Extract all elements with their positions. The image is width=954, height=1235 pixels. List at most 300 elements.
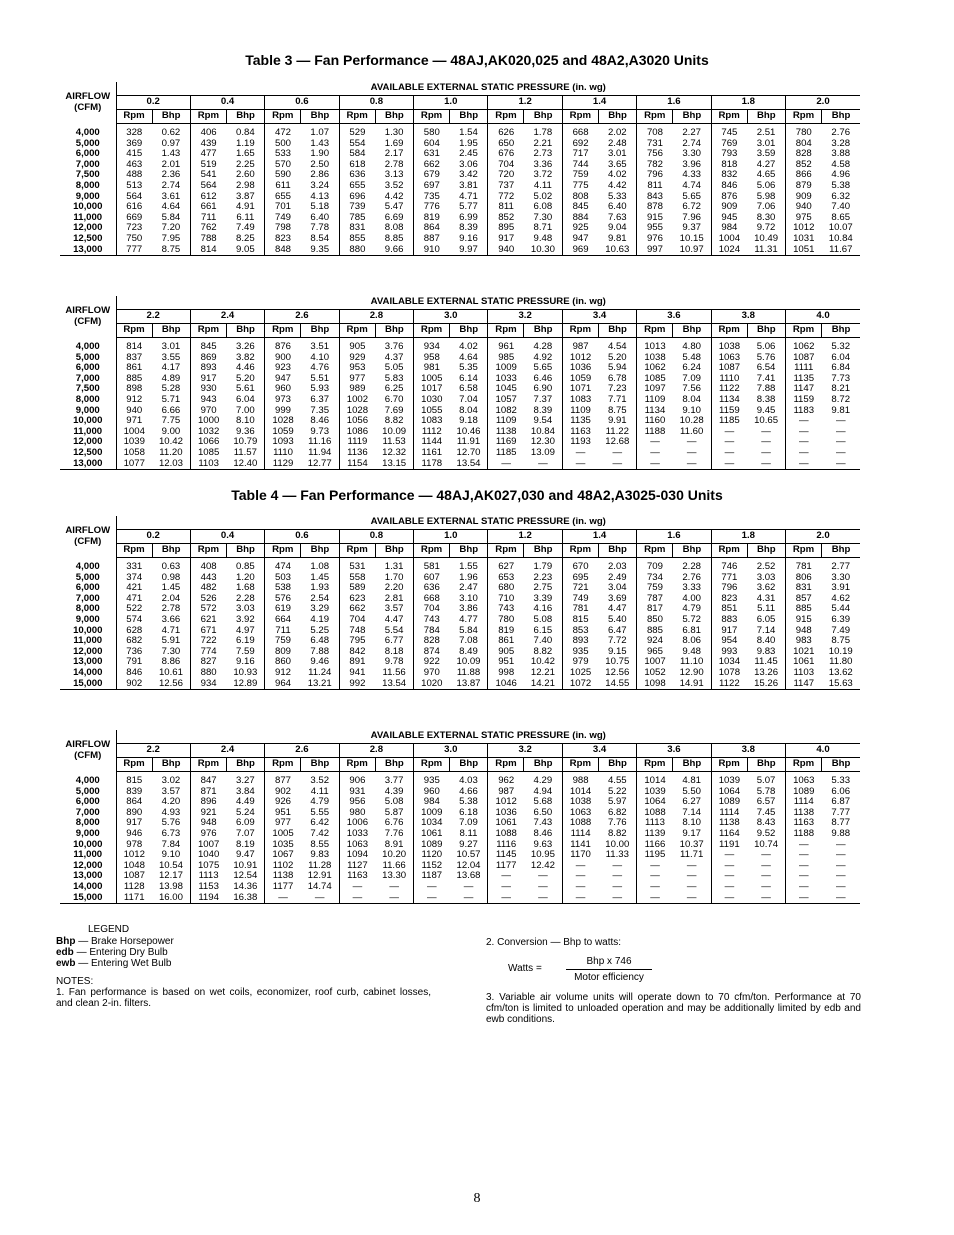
pressure-column-header: 2.2	[116, 744, 190, 758]
bhp-cell: 4.47	[607, 603, 627, 615]
bhp-cell: 6.50	[533, 806, 553, 818]
bhp-cell: 3.96	[682, 158, 702, 170]
bhp-cell: 7.76	[384, 827, 404, 839]
rpm-cell: 676	[488, 149, 524, 160]
rpm-header: Rpm	[711, 110, 747, 124]
table-row	[60, 395, 860, 406]
bhp-cell: 10.07	[828, 222, 853, 234]
bhp-cell: 1.69	[384, 137, 404, 149]
bhp-cell: 3.30	[831, 571, 851, 583]
rpm-cell: 1163	[339, 871, 375, 882]
rpm-cell: 1164	[711, 829, 747, 840]
bhp-cell: 7.23	[607, 383, 627, 395]
bhp-cell: 10.09	[382, 425, 407, 437]
bhp-cell: 8.82	[533, 645, 553, 657]
bhp-cell: 4.66	[459, 785, 478, 797]
rpm-cell: 1059	[265, 427, 301, 438]
rpm-cell: 922	[414, 657, 450, 668]
rpm-cell: 776	[414, 202, 450, 213]
rpm-cell: 1134	[637, 406, 673, 417]
rpm-cell: 1159	[711, 406, 747, 417]
legend-abbr: Bhp	[56, 936, 76, 947]
bhp-cell: 4.42	[384, 190, 404, 202]
rpm-cell: 896	[190, 797, 226, 808]
rpm-cell: 1066	[190, 437, 226, 448]
bhp-cell: 8.10	[682, 817, 702, 829]
bhp-cell: 6.48	[310, 635, 330, 647]
bhp-cell: 6.19	[235, 635, 255, 647]
bhp-cell: 10.84	[530, 425, 555, 437]
rpm-header: Rpm	[562, 758, 598, 772]
rpm-cell: 905	[488, 647, 524, 658]
bhp-cell: 5.33	[831, 775, 851, 786]
rpm-cell: 1087	[116, 871, 152, 882]
rpm-cell: 570	[265, 160, 301, 171]
bhp-cell: —	[835, 859, 846, 871]
rpm-cell: —	[637, 882, 673, 893]
rpm-cell: 817	[637, 604, 673, 615]
bhp-header: Bhp	[598, 110, 636, 124]
table-row	[60, 615, 860, 626]
table-row	[60, 245, 860, 256]
rpm-cell: 1138	[786, 808, 822, 819]
legend-desc: — Entering Wet Bulb	[78, 958, 172, 969]
rpm-header: Rpm	[414, 110, 450, 124]
pressure-column-header: 2.0	[786, 96, 861, 110]
rpm-cell: 815	[562, 615, 598, 626]
rpm-header: Rpm	[190, 324, 226, 338]
rpm-header: Rpm	[190, 544, 226, 558]
rpm-cell: 798	[265, 223, 301, 234]
bhp-cell: 3.39	[533, 592, 553, 604]
airflow-cell: 8,000	[60, 604, 116, 615]
airflow-unit: (CFM)	[74, 101, 102, 113]
bhp-cell: 4.58	[831, 158, 851, 170]
bhp-header: Bhp	[524, 110, 562, 124]
bhp-header: Bhp	[673, 110, 711, 124]
bhp-cell: 4.19	[310, 613, 330, 625]
note-1: 1. Fan performance is based on wet coils, economizer, roof curb, cabinet losses, and clean 2-in. filters.	[56, 987, 431, 1009]
airflow-cell: 8,000	[60, 395, 116, 406]
rpm-cell: 697	[414, 181, 450, 192]
bhp-cell: 11.67	[822, 245, 861, 256]
rpm-cell: —	[786, 840, 822, 851]
bhp-cell: 3.81	[459, 179, 478, 191]
rpm-cell: 1021	[786, 647, 822, 658]
rpm-header: Rpm	[786, 544, 822, 558]
pressure-column-header: 3.8	[711, 744, 785, 758]
bhp-cell: 10.28	[679, 415, 704, 427]
bhp-cell: 4.93	[161, 806, 181, 818]
airflow-cell: 13,000	[60, 245, 116, 256]
rpm-cell: 912	[116, 395, 152, 406]
bhp-header: Bhp	[822, 324, 861, 338]
bhp-cell: 2.74	[161, 179, 181, 191]
rpm-cell: 893	[562, 636, 598, 647]
rpm-cell: 915	[786, 615, 822, 626]
bhp-header: Bhp	[226, 544, 264, 558]
rpm-cell: —	[786, 427, 822, 438]
bhp-cell: 3.10	[459, 592, 478, 604]
rpm-cell: 861	[488, 636, 524, 647]
bhp-cell: 9.48	[533, 232, 553, 244]
pressure-column-header: 2.6	[265, 310, 339, 324]
bhp-cell: 12.56	[152, 679, 190, 690]
bhp-cell: 5.02	[533, 190, 553, 202]
bhp-cell: 12.91	[307, 870, 332, 882]
legend-desc: — Entering Dry Bulb	[76, 947, 168, 958]
bhp-cell: 3.24	[310, 179, 330, 191]
bhp-cell: 10.84	[828, 232, 853, 244]
rpm-cell: 947	[265, 374, 301, 385]
rpm-cell: 611	[265, 181, 301, 192]
rpm-cell: 984	[414, 797, 450, 808]
airflow-cell: 6,000	[60, 363, 116, 374]
rpm-cell: 885	[786, 604, 822, 615]
bhp-cell: 13.54	[450, 459, 488, 470]
rpm-cell: 975	[786, 213, 822, 224]
airflow-cell: 7,000	[60, 594, 116, 605]
bhp-cell: 5.08	[384, 796, 404, 808]
rpm-cell: 1177	[488, 861, 524, 872]
rpm-cell: 328	[116, 128, 152, 139]
bhp-cell: 7.37	[533, 393, 553, 405]
bhp-cell: 9.81	[607, 232, 627, 244]
bhp-cell: 2.20	[384, 582, 404, 594]
bhp-cell: 8.46	[533, 827, 553, 839]
rpm-cell: —	[786, 861, 822, 872]
bhp-cell: 2.17	[384, 148, 404, 160]
bhp-cell: 11.31	[747, 245, 785, 256]
rpm-cell: 1103	[786, 668, 822, 679]
airflow-cell: 9,000	[60, 615, 116, 626]
bhp-cell: 3.27	[235, 775, 255, 786]
rpm-cell: 877	[265, 776, 301, 787]
rpm-header: Rpm	[116, 544, 152, 558]
bhp-cell: 14.36	[233, 880, 258, 892]
rpm-cell: 831	[339, 223, 375, 234]
bhp-cell: 6.32	[831, 190, 851, 202]
pressure-column-header: 2.0	[786, 530, 861, 544]
rpm-cell: 998	[488, 668, 524, 679]
rpm-cell: 1061	[414, 829, 450, 840]
bhp-cell: 11.53	[382, 436, 406, 448]
bhp-cell: 1.07	[310, 127, 330, 138]
rpm-cell: 708	[637, 128, 673, 139]
airflow-cell: 7,000	[60, 808, 116, 819]
rpm-cell: 1085	[190, 448, 226, 459]
rpm-cell: —	[562, 871, 598, 882]
bhp-cell: 2.52	[756, 561, 776, 572]
bhp-cell: 8.75	[607, 404, 627, 416]
rpm-cell: 704	[488, 160, 524, 171]
bhp-cell: 5.24	[235, 806, 255, 818]
rpm-cell: 1052	[637, 668, 673, 679]
bhp-cell: 1.65	[235, 148, 255, 160]
rpm-cell: 1077	[116, 459, 152, 470]
bhp-cell: —	[761, 436, 771, 448]
bhp-cell: 1.31	[384, 561, 404, 572]
rpm-cell: 1061	[488, 818, 524, 829]
rpm-cell: 692	[562, 139, 598, 150]
rpm-cell: 780	[488, 615, 524, 626]
bhp-cell: 13.30	[382, 870, 407, 882]
rpm-cell: 954	[711, 636, 747, 647]
bhp-cell: 1.55	[459, 561, 478, 572]
rpm-cell: 926	[265, 797, 301, 808]
rpm-header: Rpm	[116, 758, 152, 772]
bhp-cell: 4.47	[384, 613, 404, 625]
bhp-cell: —	[835, 425, 846, 437]
bhp-cell: 4.02	[607, 169, 627, 181]
bhp-cell: 8.65	[831, 211, 851, 223]
rpm-cell: 1028	[339, 406, 375, 417]
legend-heading: LEGEND	[88, 924, 130, 935]
rpm-cell: 1128	[116, 882, 152, 893]
rpm-cell: 503	[265, 573, 301, 584]
rpm-cell: 1063	[711, 353, 747, 364]
bhp-cell: 10.49	[754, 232, 779, 244]
bhp-cell: 9.91	[607, 415, 627, 427]
bhp-cell: 7.20	[161, 222, 181, 234]
rpm-cell: 978	[116, 840, 152, 851]
rpm-cell: 958	[414, 353, 450, 364]
bhp-cell: 10.20	[382, 849, 407, 861]
bhp-cell: 12.32	[382, 446, 407, 458]
bhp-cell: 2.77	[831, 561, 851, 572]
bhp-cell: —	[612, 880, 623, 892]
rpm-cell: 940	[786, 202, 822, 213]
pressure-column-header: 3.8	[711, 310, 785, 324]
bhp-cell: 8.85	[384, 232, 404, 244]
rpm-cell: 533	[265, 149, 301, 160]
rpm-cell: 1187	[414, 871, 450, 882]
bhp-cell: 3.01	[607, 148, 627, 160]
rpm-cell: 879	[786, 181, 822, 192]
bhp-cell: 7.40	[831, 201, 851, 213]
rpm-cell: 682	[116, 636, 152, 647]
rpm-cell: 1112	[414, 427, 450, 438]
rpm-cell: 828	[414, 636, 450, 647]
rpm-cell: 900	[265, 353, 301, 364]
bhp-cell: 5.98	[756, 190, 776, 202]
airflow-label: AIRFLOW	[65, 91, 111, 103]
bhp-cell: 12.21	[530, 666, 555, 678]
rpm-cell: 876	[711, 192, 747, 203]
bhp-cell: 14.91	[673, 679, 711, 690]
bhp-cell: 4.65	[756, 169, 776, 181]
bhp-cell: 1.54	[459, 127, 478, 138]
bhp-cell: 3.66	[161, 613, 181, 625]
bhp-cell: 3.52	[384, 179, 404, 191]
rpm-cell: 1088	[637, 808, 673, 819]
table-row	[60, 776, 860, 787]
rpm-cell: 1122	[711, 384, 747, 395]
rpm-cell: 1188	[637, 427, 673, 438]
rpm-cell: 1039	[116, 437, 152, 448]
bhp-cell: 4.02	[459, 341, 478, 352]
rpm-cell: 636	[339, 170, 375, 181]
rpm-cell: 772	[488, 192, 524, 203]
bhp-cell: 8.11	[459, 827, 478, 839]
bhp-header: Bhp	[152, 110, 190, 124]
rpm-cell: 1024	[711, 245, 747, 256]
rpm-cell: 1046	[488, 679, 524, 690]
bhp-cell: 5.33	[607, 190, 627, 202]
rpm-cell: 1129	[265, 459, 301, 470]
pressure-column-header: 3.0	[414, 744, 488, 758]
bhp-cell: 5.61	[235, 383, 255, 395]
bhp-cell: 5.94	[607, 362, 627, 374]
rpm-cell: 1012	[786, 223, 822, 234]
bhp-cell: 7.76	[607, 817, 627, 829]
bhp-cell: 6.77	[384, 635, 404, 647]
rpm-cell: 912	[265, 668, 301, 679]
bhp-cell: 3.02	[161, 775, 181, 786]
bhp-cell: 12.70	[456, 446, 481, 458]
bhp-cell: 3.91	[831, 582, 851, 594]
rpm-cell: 463	[116, 160, 152, 171]
rpm-cell: 1036	[562, 363, 598, 374]
rpm-cell: 876	[265, 342, 301, 353]
note-3: 3. Variable air volume units will operate down to 70 cfm/ton. Performance at 70 cfm/ton is limited to unloaded operation and may be additionally limited by edb and ewb conditions.	[486, 992, 861, 1025]
rpm-cell: 777	[116, 245, 152, 256]
rpm-cell: 1135	[786, 374, 822, 385]
rpm-cell: 731	[637, 139, 673, 150]
rpm-cell: 1007	[190, 840, 226, 851]
rpm-cell: 1059	[562, 374, 598, 385]
bhp-cell: 2.45	[459, 148, 478, 160]
rpm-cell: 564	[190, 181, 226, 192]
bhp-cell: 13.87	[450, 679, 488, 690]
bhp-header: Bhp	[226, 758, 264, 772]
bhp-cell: 1.70	[384, 571, 404, 583]
static-pressure-header: AVAILABLE EXTERNAL STATIC PRESSURE (in. wg)	[116, 296, 860, 310]
rpm-cell: 1034	[711, 657, 747, 668]
bhp-cell: 6.04	[831, 351, 851, 363]
rpm-cell: 471	[116, 594, 152, 605]
bhp-cell: 4.11	[533, 179, 552, 191]
pressure-column-header: 3.6	[637, 744, 711, 758]
notes-heading: NOTES:	[56, 976, 94, 987]
bhp-cell: 7.77	[831, 806, 851, 818]
bhp-header: Bhp	[375, 544, 413, 558]
airflow-cell: 12,500	[60, 448, 116, 459]
rpm-cell: —	[562, 882, 598, 893]
bhp-cell: 7.88	[756, 383, 776, 395]
airflow-cell: 13,000	[60, 871, 116, 882]
rpm-cell: —	[786, 850, 822, 861]
bhp-cell: 6.40	[607, 201, 627, 213]
rpm-header: Rpm	[339, 544, 375, 558]
rpm-header: Rpm	[711, 324, 747, 338]
rpm-cell: 864	[116, 797, 152, 808]
bhp-cell: 3.62	[756, 582, 776, 594]
pressure-column-header: 2.8	[339, 744, 413, 758]
rpm-cell: 931	[339, 787, 375, 798]
rpm-cell: 1170	[562, 850, 598, 861]
bhp-cell: 3.30	[682, 148, 702, 160]
pressure-column-header: 0.6	[265, 530, 339, 544]
rpm-cell: 759	[562, 170, 598, 181]
rpm-cell: 951	[488, 657, 524, 668]
bhp-cell: 13.21	[301, 679, 339, 690]
bhp-cell: —	[761, 880, 771, 892]
bhp-cell: 10.75	[605, 656, 630, 668]
rpm-cell: 1109	[488, 416, 524, 427]
bhp-cell: 9.46	[310, 656, 330, 668]
rpm-cell: 940	[488, 245, 524, 256]
bhp-cell: 1.19	[235, 137, 255, 149]
rpm-cell: 616	[116, 202, 152, 213]
bhp-cell: 7.96	[682, 211, 702, 223]
bhp-header: Bhp	[226, 110, 264, 124]
bhp-cell: 6.99	[459, 211, 478, 223]
rpm-cell: 965	[637, 647, 673, 658]
bhp-cell: 0.84	[235, 127, 255, 138]
rpm-cell: 734	[637, 573, 673, 584]
bhp-cell: 2.25	[235, 158, 255, 170]
bhp-cell: 6.78	[607, 372, 627, 384]
rpm-cell: —	[265, 893, 301, 904]
bhp-cell: 10.15	[679, 232, 704, 244]
pressure-column-header: 0.6	[265, 96, 339, 110]
rpm-cell: 988	[562, 776, 598, 787]
rpm-cell: —	[711, 448, 747, 459]
bhp-cell: —	[686, 436, 697, 448]
pressure-column-header: 1.4	[562, 530, 636, 544]
bhp-cell: 6.69	[384, 211, 404, 223]
rpm-cell: 987	[488, 787, 524, 798]
bhp-cell: 10.30	[524, 245, 562, 256]
rpm-cell: 819	[488, 626, 524, 637]
airflow-cell: 7,000	[60, 160, 116, 171]
bhp-header: Bhp	[747, 544, 785, 558]
bhp-header: Bhp	[152, 324, 190, 338]
bhp-cell: 6.73	[161, 827, 181, 839]
rpm-cell: 976	[637, 234, 673, 245]
rpm-cell: 1138	[265, 871, 301, 882]
rpm-cell: 1109	[637, 395, 673, 406]
bhp-cell: 6.58	[459, 383, 478, 395]
bhp-cell: 5.06	[756, 341, 776, 352]
fan-table	[60, 516, 860, 690]
rpm-cell: 857	[786, 594, 822, 605]
bhp-cell: 7.71	[607, 393, 627, 405]
bhp-cell: 0.85	[235, 561, 255, 572]
pressure-column-header: 1.6	[637, 530, 711, 544]
rpm-cell: 935	[414, 776, 450, 787]
bhp-cell: 7.06	[756, 201, 776, 213]
bhp-cell: 2.78	[161, 603, 181, 615]
bhp-cell: 4.29	[533, 775, 553, 786]
rpm-cell: 1122	[711, 679, 747, 690]
bhp-cell: 12.03	[152, 459, 190, 470]
rpm-cell: 860	[265, 657, 301, 668]
bhp-header: Bhp	[822, 758, 861, 772]
bhp-cell: 5.22	[607, 785, 627, 797]
bhp-cell: 4.62	[831, 592, 851, 604]
bhp-cell: 11.57	[233, 446, 257, 458]
bhp-cell: 4.74	[682, 179, 702, 191]
bhp-cell: 2.27	[682, 127, 702, 138]
rpm-cell: 531	[339, 562, 375, 573]
airflow-cell: 13,000	[60, 459, 116, 470]
airflow-cell: 6,000	[60, 583, 116, 594]
rpm-cell: 723	[116, 223, 152, 234]
rpm-cell: 1025	[562, 668, 598, 679]
bhp-cell: 5.40	[607, 613, 627, 625]
